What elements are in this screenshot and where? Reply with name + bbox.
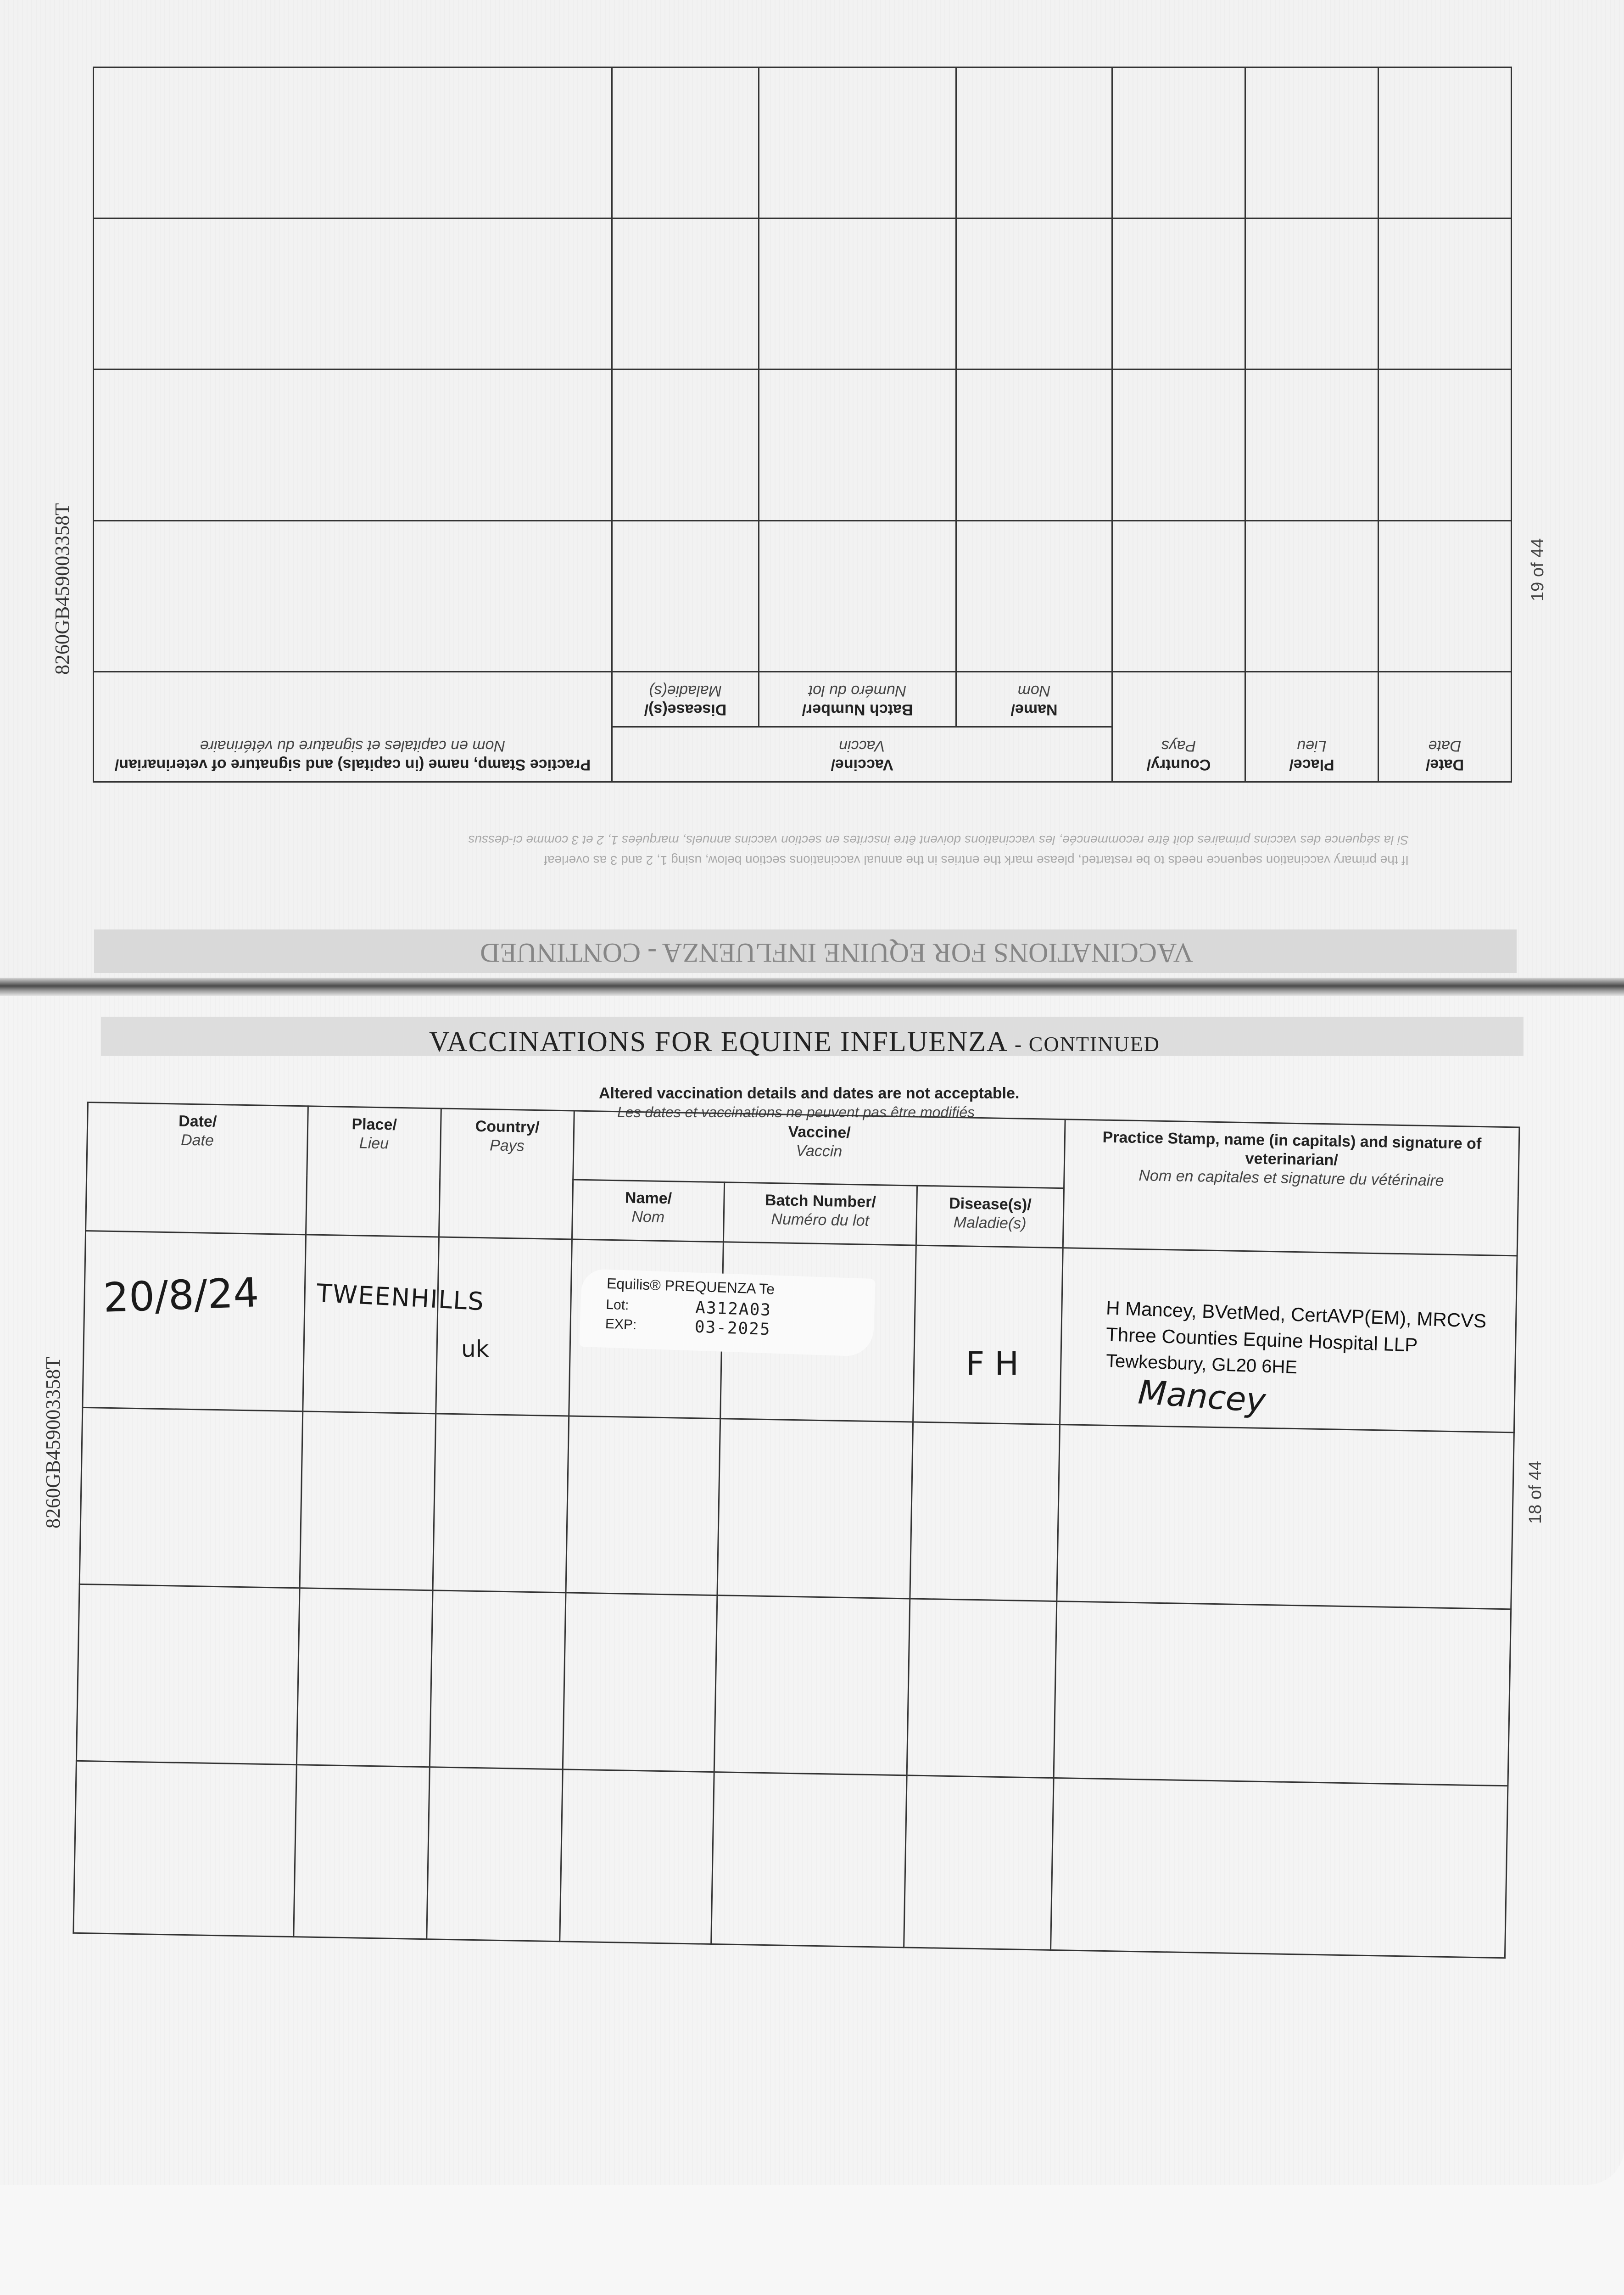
- table-row: [93, 218, 1511, 369]
- page-fold: [0, 978, 1624, 996]
- bottom-vaccination-table: [73, 1102, 1520, 1959]
- top-title-container: [413, 932, 1193, 968]
- vet-stamp-line-3: Tewkesbury, GL20 6HE: [1105, 1350, 1298, 1378]
- lot-value: A312A03: [695, 1298, 772, 1320]
- header-country: Country/ Pays: [1112, 672, 1245, 782]
- top-vaccination-table: [93, 67, 1512, 783]
- table-row: [73, 1761, 1508, 1958]
- altered-note-en: Altered vaccination details and dates are not acceptable.: [599, 1085, 1020, 1102]
- title-main: VACCINATIONS FOR EQUINE INFLUENZA: [429, 1026, 1007, 1058]
- top-intro: [216, 822, 1409, 868]
- top-intro-en: If the primary vaccination sequence needs to be restarted, please mark the entries in the annual vaccinations section below, using 1, 2 and 3 as overleaf: [544, 853, 1409, 868]
- exp-label: EXP:: [605, 1316, 637, 1333]
- header-batch: Batch Number/ Numéro du lot: [723, 1182, 917, 1245]
- serial-number-top: 8260GB459003358T: [51, 503, 73, 675]
- vet-stamp-line-1: H Mancey, BVetMed, CertAVP(EM), MRCVS: [1105, 1297, 1487, 1332]
- vaccine-batch-sticker: [579, 1269, 876, 1357]
- altered-note-fr: Les dates et vaccinations ne peuvent pas être modifiés: [617, 1104, 975, 1120]
- table-row: [76, 1584, 1511, 1786]
- bottom-page-title: [429, 1026, 1160, 1058]
- vet-signature: Mancey: [1137, 1372, 1267, 1420]
- exp-value: 03-2025: [694, 1317, 771, 1339]
- table-row: [93, 67, 1511, 218]
- header-place: Place/ Lieu: [306, 1106, 441, 1237]
- vaccine-brand: Equilis® PREQUENZA Te: [606, 1275, 775, 1298]
- entry-country: uk: [461, 1336, 489, 1362]
- lot-label: Lot:: [605, 1297, 630, 1313]
- header-vaccine: Vaccine/ Vaccin: [573, 1111, 1065, 1188]
- page-number-bottom: 18 of 44: [1526, 1461, 1545, 1524]
- header-practice: Practice Stamp, name (in capitals) and signature of veterinarian/ Nom en capitales et signature du vétérinaire: [93, 672, 612, 782]
- table-row: [93, 521, 1511, 672]
- title-suffix: - CONTINUED: [1014, 1032, 1161, 1056]
- header-disease: Disease(s)/ Maladie(s): [916, 1186, 1064, 1248]
- vet-stamp-line-2: Three Counties Equine Hospital LLP: [1105, 1323, 1418, 1356]
- table-row: [79, 1407, 1514, 1609]
- header-date: Date/ Date: [1378, 672, 1512, 782]
- top-vaccination-table-container: [94, 67, 1512, 783]
- header-name: Name/ Nom: [956, 672, 1112, 727]
- top-intro-fr: Si la séquence des vaccins primaires doit être recommencée, les vaccinations doivent être inscrites en section vaccins annuels, marquées 1, 2 et 3 comme ci-dessus: [468, 833, 1409, 847]
- top-page-title: VACCINATIONS FOR EQUINE INFLUENZA - CONTINUED: [480, 938, 1193, 968]
- entry-disease: F H: [966, 1345, 1019, 1383]
- page-number-top: 19 of 44: [1528, 538, 1547, 601]
- header-place: Place/ Lieu: [1245, 672, 1378, 782]
- bottom-vaccination-table-container: [73, 1102, 1518, 1957]
- header-name: Name/ Nom: [572, 1180, 724, 1242]
- header-country: Country/ Pays: [439, 1108, 574, 1239]
- header-vaccine: Vaccine/ Vaccin: [612, 727, 1112, 782]
- header-date: Date/ Date: [86, 1103, 308, 1235]
- entry-place: TWEENHILLS: [316, 1278, 486, 1316]
- header-disease: Disease(s)/ Maladie(s): [612, 672, 759, 727]
- table-row: [93, 369, 1511, 521]
- entry-date: 20/8/24: [102, 1269, 260, 1321]
- header-batch: Batch Number/ Numéro du lot: [759, 672, 956, 727]
- header-practice: Practice Stamp, name (in capitals) and signature of veterinarian/ Nom en capitales et signature du vétérinaire: [1063, 1120, 1519, 1256]
- serial-number-bottom: 8260GB459003358T: [42, 1357, 64, 1528]
